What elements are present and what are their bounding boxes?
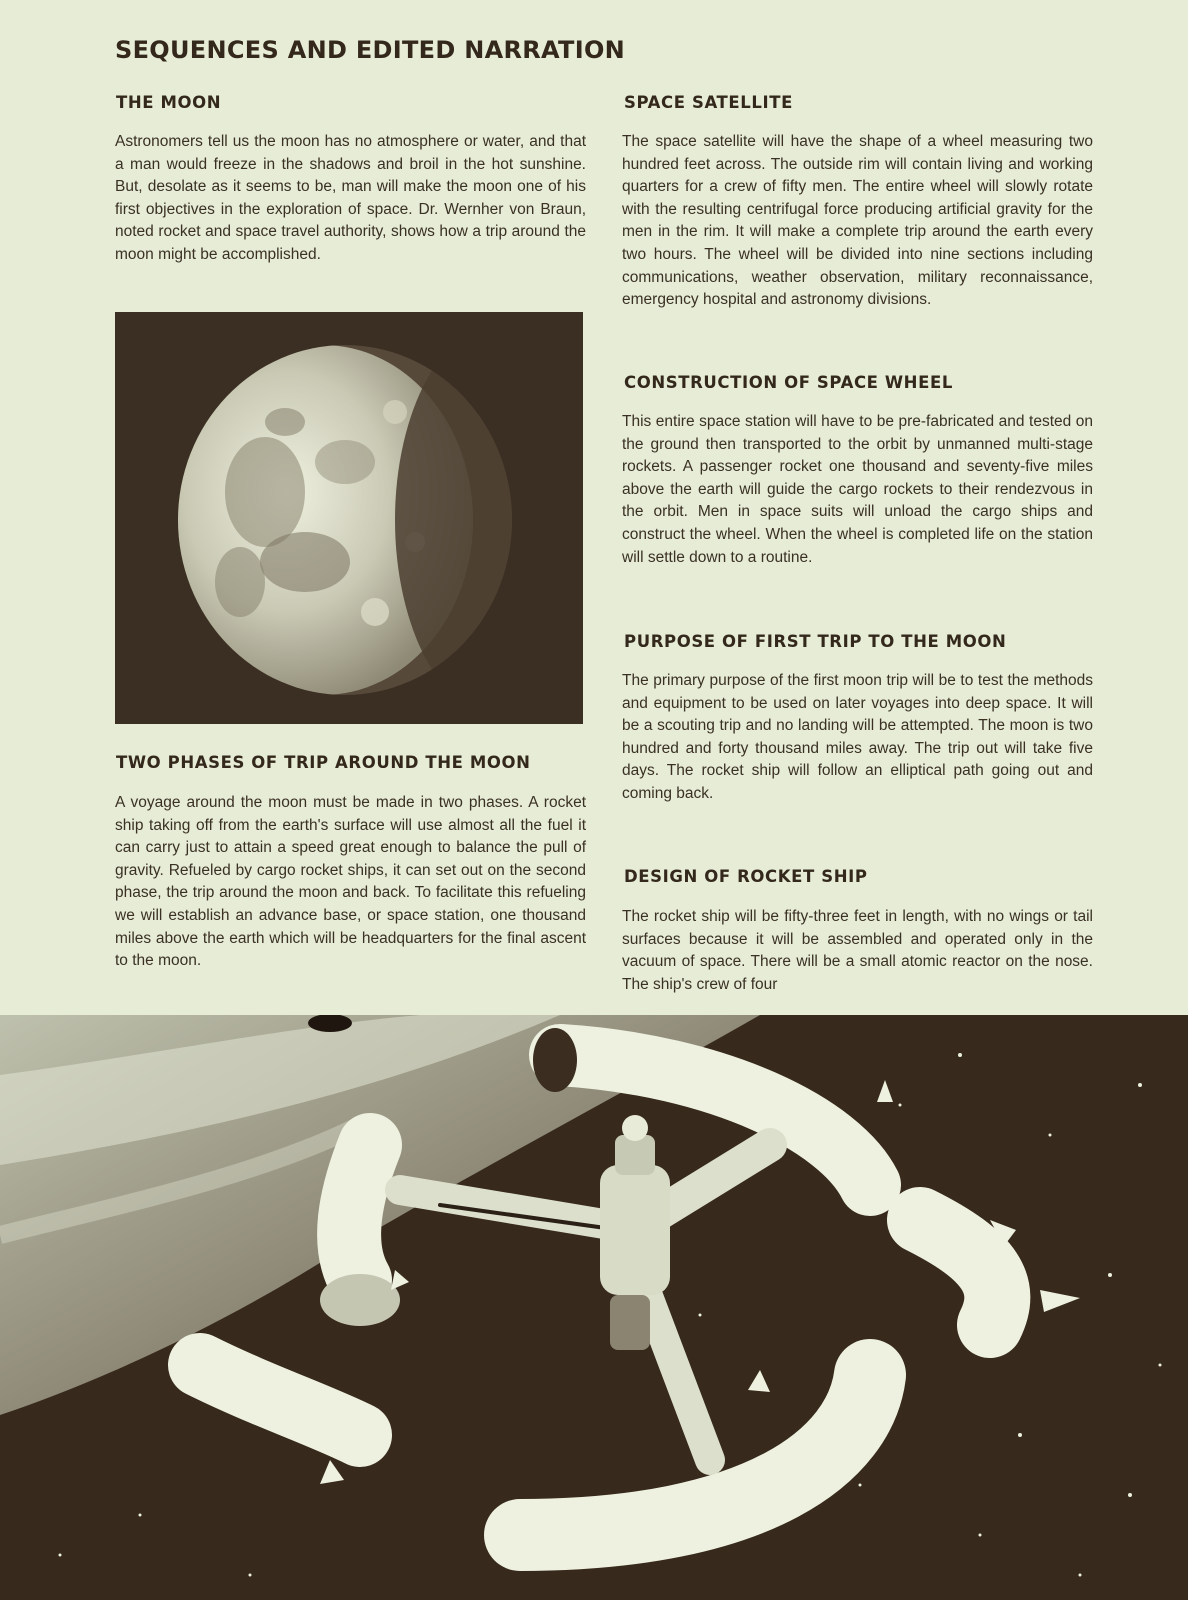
heading-design: DESIGN OF ROCKET SHIP bbox=[624, 867, 868, 886]
paragraph-purpose: The primary purpose of the first moon trip will be to test the methods and equipment to be used on later voyages into deep space. It will be a scouting trip and no landing will be attempted. The moon is two hundred and forty thousand miles away. The trip out will take five days. The rocket ship will follow an elliptical path going out and coming back. bbox=[622, 672, 1093, 802]
page-title: SEQUENCES AND EDITED NARRATION bbox=[115, 36, 626, 64]
space-wheel-artwork bbox=[0, 1015, 1188, 1600]
paragraph-design: The rocket ship will be fifty-three feet in length, with no wings or tail surfaces because it will be assembled and operated only in the vacuum of space. There will be a small atomic reactor on the nose. The ship's crew of four bbox=[622, 908, 1093, 993]
heading-purpose: PURPOSE OF FIRST TRIP TO THE MOON bbox=[624, 632, 1007, 651]
paragraph-two-phases: A voyage around the moon must be made in two phases. A rocket ship taking off from the earth's surface will use almost all the fuel it can carry just to attain a speed great enough to balance the pull of gravity. Refueled by cargo rocket ships, it can set out on the second phase, the trip around the moon and back. To facilitate this refueling we will establish an advance base, or space station, one thousand miles above the earth which will be headquarters for the final ascent to the moon. bbox=[115, 794, 586, 970]
space-station-illustration bbox=[0, 1015, 1188, 1600]
heading-two-phases: TWO PHASES OF TRIP AROUND THE MOON bbox=[116, 753, 531, 772]
paragraph-construction: This entire space station will have to be pre-fabricated and tested on the ground then transported to the orbit by unmanned multi-stage rockets. A passenger rocket one thousand and seventy-five miles above the earth will guide the cargo rockets to their rendezvous in the orbit. Men in space suits will unload the cargo ships and construct the wheel. When the wheel is completed life on the station will settle down to a routine. bbox=[622, 413, 1093, 566]
heading-the-moon: THE MOON bbox=[116, 93, 222, 112]
heading-space-satellite: SPACE SATELLITE bbox=[624, 93, 793, 112]
paragraph-space-satellite: The space satellite will have the shape of a wheel measuring two hundred feet across. The outside rim will contain living and working quarters for a crew of fifty men. The entire wheel will slowly rotate with the resulting centrifugal force producing artificial gravity for the men in the rim. It will make a complete trip around the earth every two hours. The wheel will be divided into nine sections including communications, weather observation, military reconnaissance, emergency hospital and astronomy divisions. bbox=[622, 133, 1093, 309]
moon-illustration bbox=[115, 312, 583, 724]
paragraph-the-moon: Astronomers tell us the moon has no atmosphere or water, and that a man would freeze in the shadows and broil in the hot sunshine. But, desolate as it seems to be, man will make the moon one of his first objectives in the exploration of space. Dr. Wernher von Braun, noted rocket and space travel authority, shows how a trip around the moon might be accomplished. bbox=[115, 133, 586, 263]
heading-construction: CONSTRUCTION OF SPACE WHEEL bbox=[624, 373, 953, 392]
moon-photograph bbox=[115, 312, 583, 724]
